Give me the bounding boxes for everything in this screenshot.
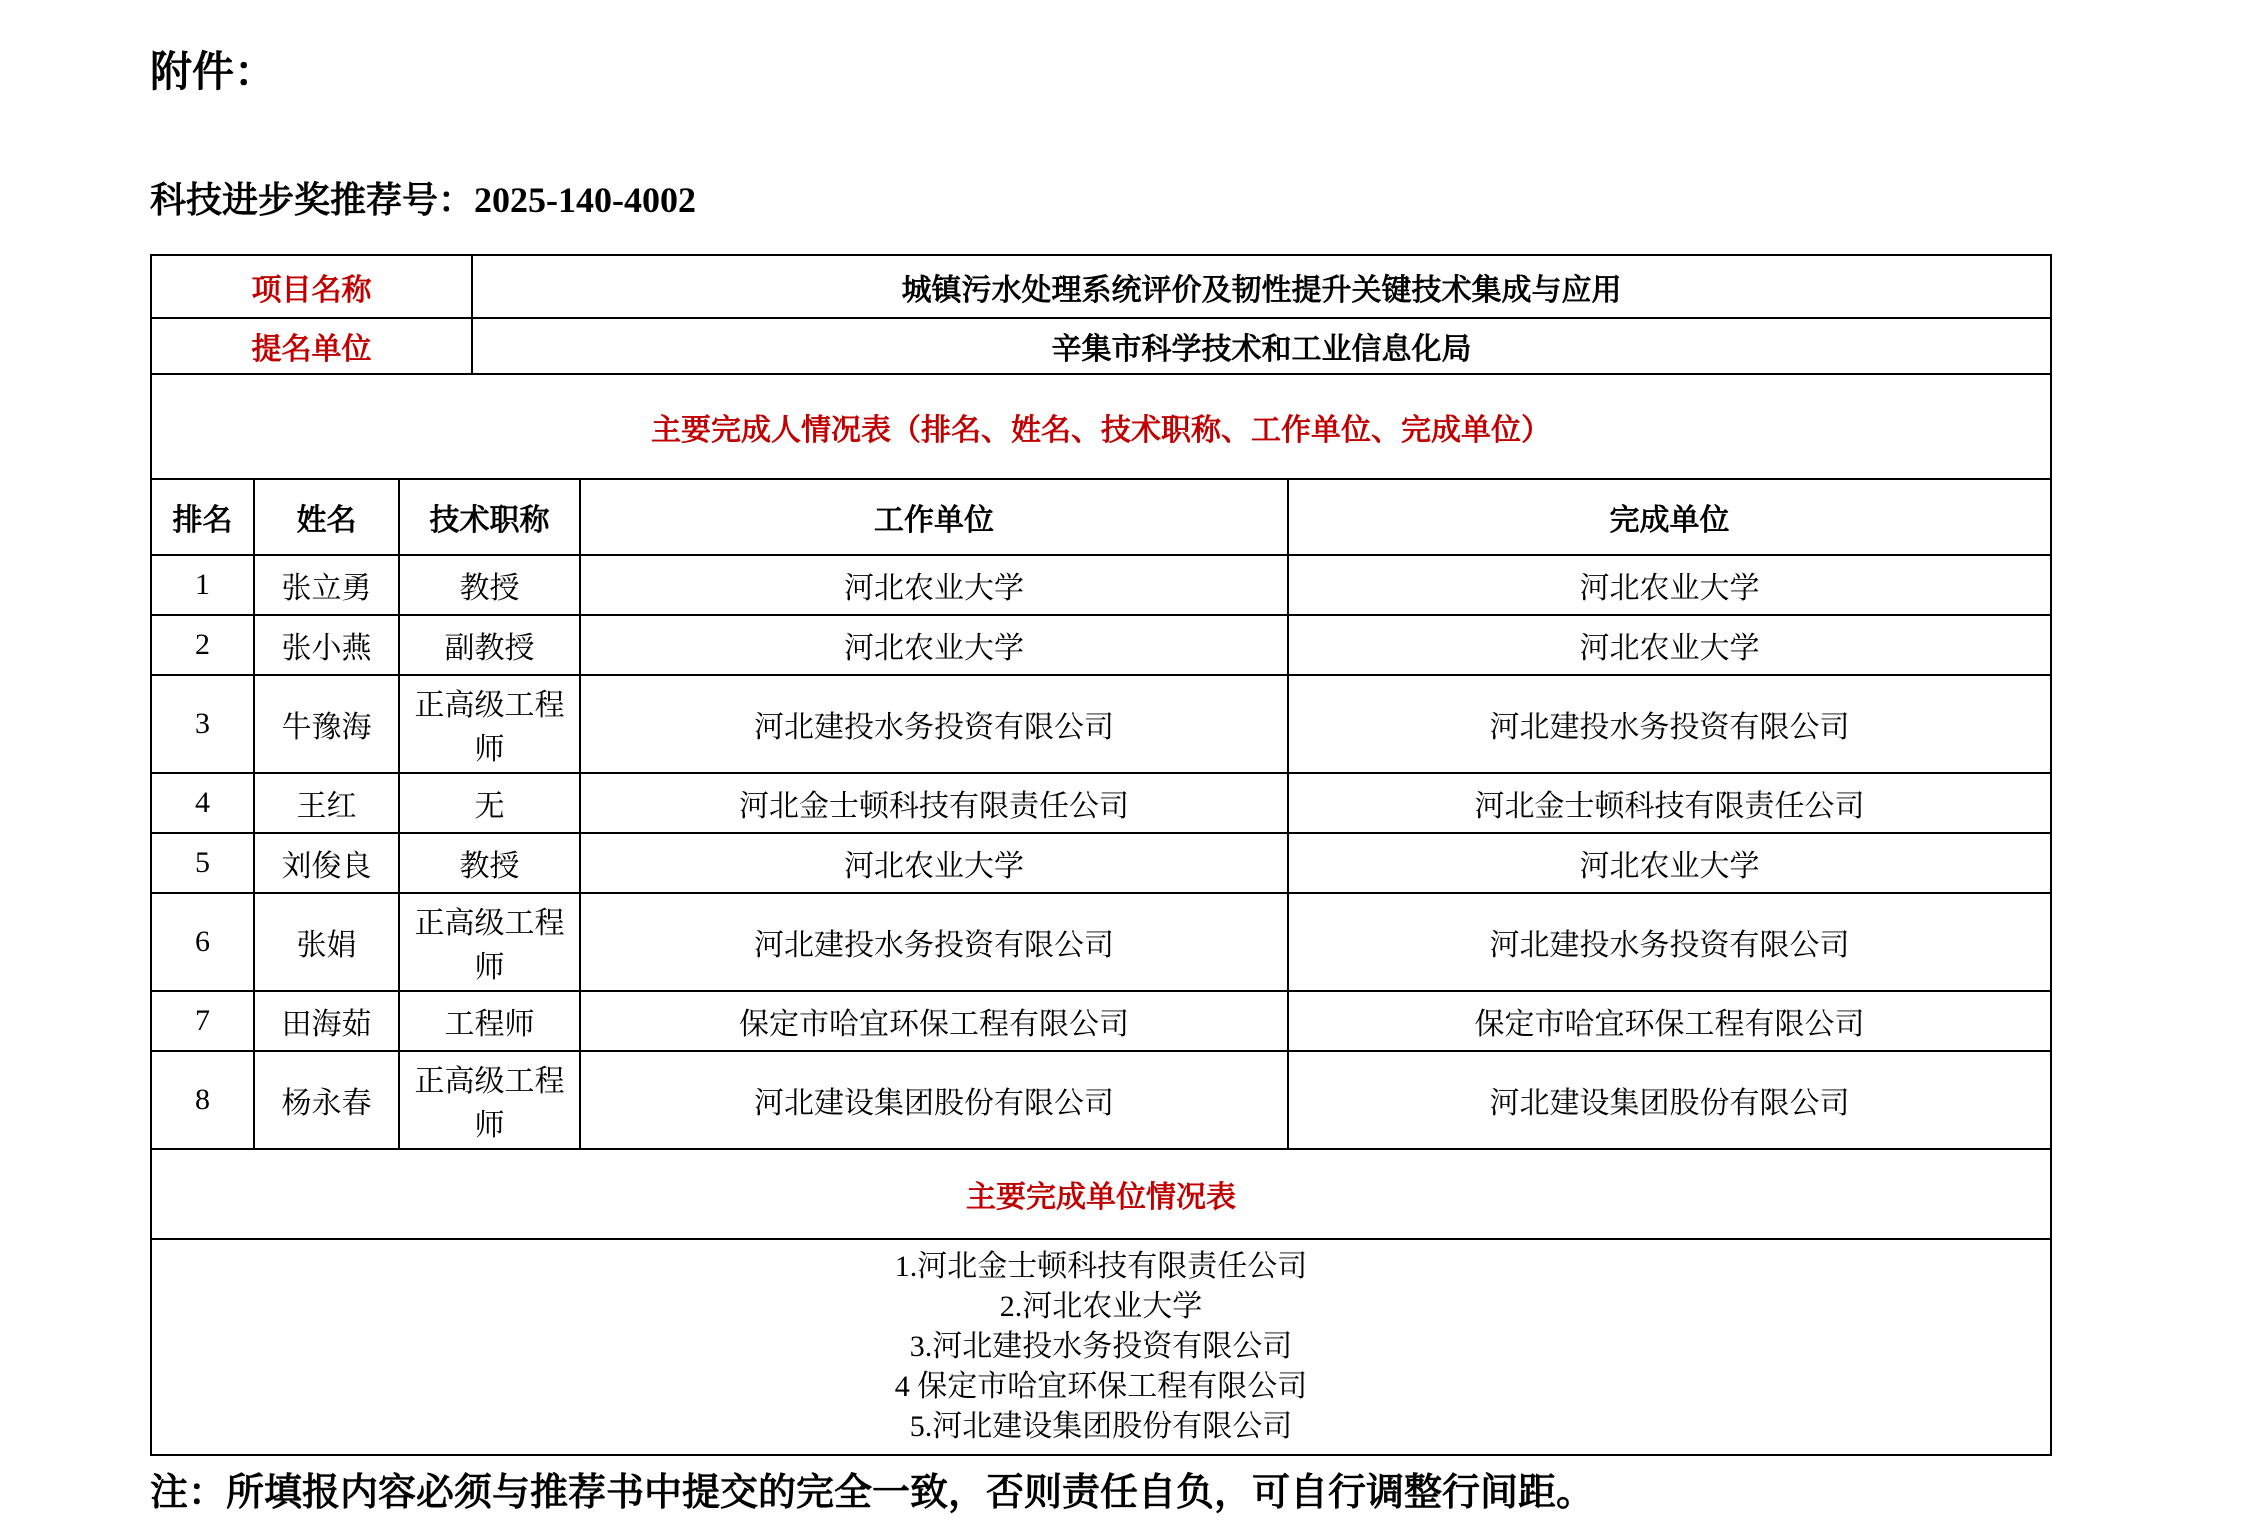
- table-row: [151, 675, 2051, 773]
- nominating-unit-value: 辛集市科学技术和工业信息化局: [472, 318, 2051, 374]
- note-text: 注：所填报内容必须与推荐书中提交的完全一致，否则责任自负，可自行调整行间距。: [150, 1472, 1595, 1515]
- tech-title-cell: 副教授: [399, 615, 580, 675]
- completers-header-row: [151, 479, 2051, 555]
- name-cell: 张小燕: [254, 615, 399, 675]
- list-item: 5.河北建设集团股份有限公司: [909, 1410, 1293, 1444]
- completion-unit-cell: 河北建设集团股份有限公司: [1288, 1051, 2051, 1149]
- name-cell: 牛豫海: [254, 675, 399, 773]
- tech-title-cell: 教授: [399, 833, 580, 893]
- project-name-value: 城镇污水处理系统评价及韧性提升关键技术集成与应用: [472, 255, 2051, 318]
- attachment-label: 附件：: [150, 48, 277, 95]
- units-list: [151, 1239, 2051, 1455]
- name-cell: 刘俊良: [254, 833, 399, 893]
- recommendation-label: 科技进步奖推荐号：: [150, 180, 475, 221]
- completion-unit-cell: 保定市哈宜环保工程有限公司: [1288, 991, 2051, 1051]
- name-cell: 张娟: [254, 893, 399, 991]
- list-item: 3.河北建投水务投资有限公司: [909, 1330, 1293, 1364]
- work-unit-cell: 河北建投水务投资有限公司: [580, 675, 1288, 773]
- tech-title-cell: 教授: [399, 555, 580, 615]
- completion-unit-cell: 河北农业大学: [1288, 833, 2051, 893]
- units-title-row: [151, 1149, 2051, 1239]
- completion-unit-cell: 河北农业大学: [1288, 555, 2051, 615]
- recommendation-line: [150, 180, 2050, 221]
- completion-unit-cell: 河北农业大学: [1288, 615, 2051, 675]
- table-row: [151, 1051, 2051, 1149]
- nominating-unit-row: [151, 318, 2051, 374]
- project-name-row: [151, 255, 2051, 318]
- table-row: [151, 615, 2051, 675]
- work-unit-cell: 河北金士顿科技有限责任公司: [580, 773, 1288, 833]
- rank-cell: 7: [151, 991, 254, 1051]
- header-name: 姓名: [254, 479, 399, 555]
- header-work-unit: 工作单位: [580, 479, 1288, 555]
- rank-cell: 1: [151, 555, 254, 615]
- rank-cell: 3: [151, 675, 254, 773]
- table-row: [151, 833, 2051, 893]
- tech-title-cell: 工程师: [399, 991, 580, 1051]
- list-item: 1.河北金士顿科技有限责任公司: [894, 1250, 1308, 1284]
- units-table-title: 主要完成单位情况表: [151, 1149, 2051, 1239]
- tech-title-cell: 正高级工程师: [399, 675, 580, 773]
- tech-title-cell: 正高级工程师: [399, 893, 580, 991]
- award-table: [150, 254, 2052, 1456]
- work-unit-cell: 河北建投水务投资有限公司: [580, 893, 1288, 991]
- name-cell: 杨永春: [254, 1051, 399, 1149]
- rank-cell: 8: [151, 1051, 254, 1149]
- table-row: [151, 991, 2051, 1051]
- completers-title-row: [151, 374, 2051, 479]
- tech-title-cell: 正高级工程师: [399, 1051, 580, 1149]
- recommendation-number: 2025-140-4002: [474, 180, 696, 221]
- work-unit-cell: 河北农业大学: [580, 555, 1288, 615]
- rank-cell: 4: [151, 773, 254, 833]
- work-unit-cell: 河北农业大学: [580, 833, 1288, 893]
- rank-cell: 2: [151, 615, 254, 675]
- completers-table-title: 主要完成人情况表（排名、姓名、技术职称、工作单位、完成单位）: [151, 374, 2051, 479]
- header-completion-unit: 完成单位: [1288, 479, 2051, 555]
- work-unit-cell: 河北农业大学: [580, 615, 1288, 675]
- completion-unit-cell: 河北金士顿科技有限责任公司: [1288, 773, 2051, 833]
- list-item: 4 保定市哈宜环保工程有限公司: [894, 1370, 1308, 1404]
- list-item: 2.河北农业大学: [999, 1290, 1203, 1324]
- rank-cell: 6: [151, 893, 254, 991]
- header-tech-title: 技术职称: [399, 479, 580, 555]
- table-row: [151, 555, 2051, 615]
- name-cell: 王红: [254, 773, 399, 833]
- name-cell: 张立勇: [254, 555, 399, 615]
- name-cell: 田海茹: [254, 991, 399, 1051]
- units-list-row: [151, 1239, 2051, 1455]
- table-row: [151, 773, 2051, 833]
- completion-unit-cell: 河北建投水务投资有限公司: [1288, 893, 2051, 991]
- rank-cell: 5: [151, 833, 254, 893]
- header-rank: 排名: [151, 479, 254, 555]
- work-unit-cell: 河北建设集团股份有限公司: [580, 1051, 1288, 1149]
- tech-title-cell: 无: [399, 773, 580, 833]
- work-unit-cell: 保定市哈宜环保工程有限公司: [580, 991, 1288, 1051]
- nominating-unit-label: 提名单位: [151, 318, 472, 374]
- project-name-label: 项目名称: [151, 255, 472, 318]
- completion-unit-cell: 河北建投水务投资有限公司: [1288, 675, 2051, 773]
- table-row: [151, 893, 2051, 991]
